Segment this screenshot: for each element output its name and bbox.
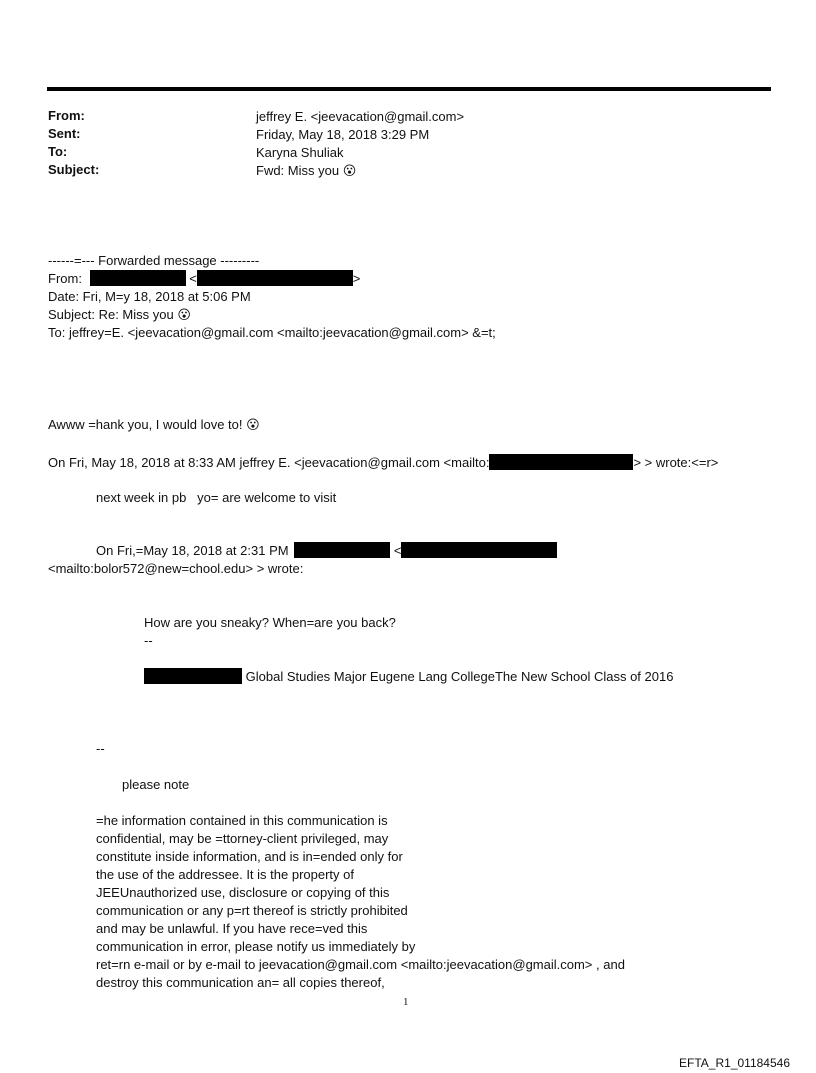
disclaimer-line: constitute inside information, and is in=ended only for: [96, 849, 403, 864]
redaction-block: [294, 542, 390, 558]
next-week-line: next week in pb yo= are welcome to visit: [96, 490, 337, 505]
signature-line: [144, 668, 673, 686]
disclaimer-line: and may be unlawful. If you have rece=ved this: [96, 921, 368, 936]
signature-dash: --: [144, 633, 153, 648]
disclaimer-line: communication or any p=rt thereof is strictly prohibited: [96, 903, 408, 918]
sent-value: Friday, May 18, 2018 3:29 PM: [256, 127, 430, 142]
forwarded-from-gt: >: [352, 271, 361, 286]
redaction-block: [197, 270, 353, 286]
forwarded-date: Date: Fri, M=y 18, 2018 at 5:06 PM: [48, 289, 251, 304]
redaction-block: [90, 270, 186, 286]
reply-text: Awww =hank you, I would love to!: [48, 417, 243, 432]
disclaimer-line: communication in error, please notify us immediately by: [96, 939, 416, 954]
disclaimer-line: destroy this communication an= all copies thereof,: [96, 975, 385, 990]
quoted-on-prefix: On Fri,=May 18, 2018 at 2:31 PM: [96, 543, 289, 558]
separator-dash: --: [96, 741, 105, 756]
forwarded-from-lt: <: [189, 271, 197, 286]
surprised-face-icon: 😮: [246, 418, 260, 433]
please-note: please note: [122, 777, 190, 792]
reply-line: [48, 416, 260, 435]
subject-value: [256, 162, 356, 181]
quoted-mailto-line: <mailto:bolor572@new=chool.edu> > wrote:: [48, 561, 304, 576]
redaction-block: [489, 454, 633, 470]
redaction-block: [144, 668, 242, 684]
forwarded-subject: [48, 306, 191, 325]
document-id: EFTA_R1_01184546: [679, 1056, 790, 1070]
disclaimer-line: =he information contained in this communication is: [96, 813, 388, 828]
surprised-face-icon: 😮: [177, 308, 191, 323]
on-wrote-prefix: On Fri, May 18, 2018 at 8:33 AM jeffrey E. <jeevacation@gmail.com <mailto:: [48, 455, 490, 470]
to-value: Karyna Shuliak: [256, 145, 344, 160]
subject-label: Subject:: [48, 162, 100, 177]
page-number: 1: [403, 996, 409, 1008]
on-wrote-suffix: > > wrote:<=r>: [633, 455, 719, 470]
on-wrote-line: [48, 454, 718, 472]
forwarded-subject-text: Subject: Re: Miss you: [48, 307, 174, 322]
header-rule: [47, 87, 771, 91]
from-value: jeffrey E. <jeevacation@gmail.com>: [256, 109, 465, 124]
sent-label: Sent:: [48, 126, 81, 141]
to-label: To:: [48, 144, 68, 159]
signature-text: Global Studies Major Eugene Lang CollegeThe New School Class of 2016: [245, 669, 674, 684]
surprised-face-icon: 😮: [342, 164, 357, 179]
from-label: From:: [48, 108, 85, 123]
disclaimer-line: JEEUnauthorized use, disclosure or copying of this: [96, 885, 390, 900]
redaction-block: [401, 542, 557, 558]
sneaky-line: How are you sneaky? When=are you back?: [144, 615, 396, 630]
quoted-lt: <: [393, 543, 402, 558]
disclaimer-line: confidential, may be =ttorney-client privileged, may: [96, 831, 389, 846]
disclaimer-line: ret=rn e-mail or by e-mail to jeevacation@gmail.com <mailto:jeevacation@gmail.com> , and: [96, 957, 625, 972]
disclaimer-line: the use of the addressee. It is the property of: [96, 867, 354, 882]
subject-text: Fwd: Miss you: [256, 163, 340, 178]
quoted-on-line: [96, 542, 557, 560]
forwarded-from-label: From:: [48, 271, 82, 286]
forwarded-to: To: jeffrey=E. <jeevacation@gmail.com <mailto:jeevacation@gmail.com> &=t;: [48, 325, 496, 340]
forwarded-banner: ------=--- Forwarded message ---------: [48, 253, 260, 268]
forwarded-from: [48, 270, 360, 288]
